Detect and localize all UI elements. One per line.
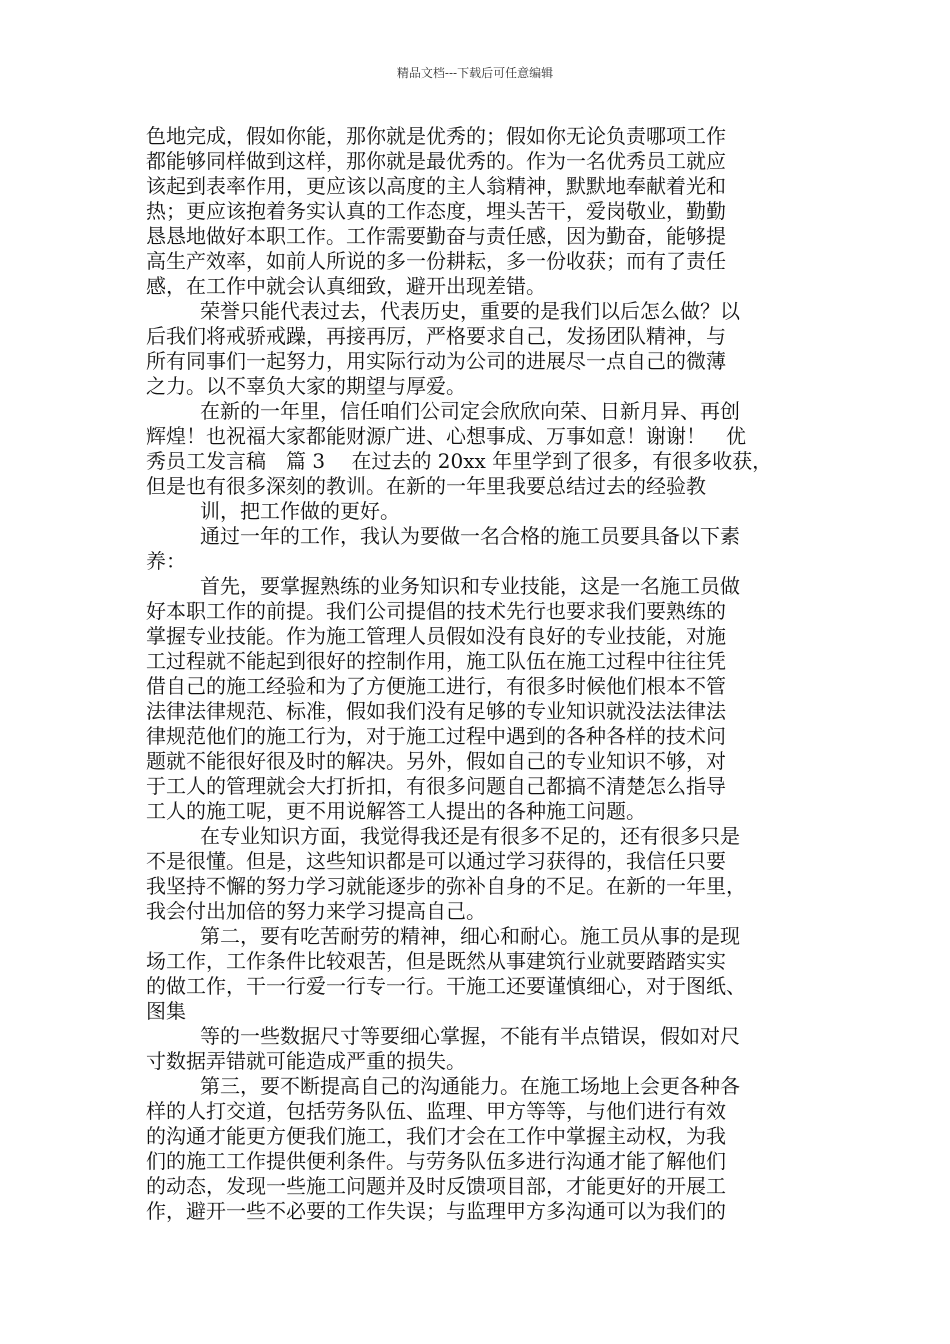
text-line: 辉煌！也祝福大家都能财源广进、心想事成、万事如意！谢谢！ 优 <box>146 424 746 448</box>
text-line: 但是也有很多深刻的教训。在新的一年里我要总结过去的经验教 <box>146 474 706 498</box>
text-line: 该起到表率作用，更应该以高度的主人翁精神，默默地奉献着光和 <box>146 174 726 198</box>
text-line: 我坚持不懈的努力学习就能逐步的弥补自身的不足。在新的一年里， <box>146 874 746 898</box>
text-line: 感，在工作中就会认真细致，避开出现差错。 <box>146 274 546 298</box>
text-line: 后我们将戒骄戒躁，再接再厉，严格要求自己，发扬团队精神，与 <box>146 324 726 348</box>
text-line: 借自己的施工经验和为了方便施工进行，有很多时候他们根本不管 <box>146 674 726 698</box>
text-line: 训，把工作做的更好。 <box>200 499 400 523</box>
text-line: 好本职工作的前提。我们公司提倡的技术先行也要求我们要熟练的 <box>146 599 726 623</box>
text-line: 第二，要有吃苦耐劳的精神，细心和耐心。施工员从事的是现 <box>200 924 740 948</box>
text-line: 恳恳地做好本职工作。工作需要勤奋与责任感，因为勤奋，能够提 <box>146 224 726 248</box>
text-line: 都能够同样做到这样，那你就是最优秀的。作为一名优秀员工就应 <box>146 149 726 173</box>
text-line: 养： <box>146 549 186 573</box>
text-line: 不是很懂。但是，这些知识都是可以通过学习获得的，我信任只要 <box>146 849 726 873</box>
text-line: 掌握专业技能。作为施工管理人员假如没有良好的专业技能，对施 <box>146 624 726 648</box>
text-line: 在专业知识方面，我觉得我还是有很多不足的，还有很多只是 <box>200 824 740 848</box>
text-line: 的沟通才能更方便我们施工，我们才会在工作中掌握主动权，为我 <box>146 1124 726 1148</box>
text-line: 于工人的管理就会大打折扣，有很多问题自己都搞不清楚怎么指导 <box>146 774 726 798</box>
text-line: 之力。以不辜负大家的期望与厚爱。 <box>146 374 466 398</box>
text-line: 作，避开一些不必要的工作失误；与监理甲方多沟通可以为我们的 <box>146 1199 726 1223</box>
text-line: 法律法律规范、标准，假如我们没有足够的专业知识就没法法律法 <box>146 699 726 723</box>
page-header: 精品文档---下载后可任意编辑 <box>396 66 554 80</box>
text-line: 工人的施工呢，更不用说解答工人提出的各种施工问题。 <box>146 799 646 823</box>
text-line: 样的人打交道，包括劳务队伍、监理、甲方等等，与他们进行有效 <box>146 1099 726 1123</box>
text-line: 律规范他们的施工行为，对于施工过程中遇到的各种各样的技术问 <box>146 724 726 748</box>
text-line: 们的施工工作提供便利条件。与劳务队伍多进行沟通才能了解他们 <box>146 1149 726 1173</box>
text-line: 工过程就不能起到很好的控制作用，施工队伍在施工过程中往往凭 <box>146 649 726 673</box>
text-line: 寸数据弄错就可能造成严重的损失。 <box>146 1049 466 1073</box>
text-line: 热；更应该抱着务实认真的工作态度，埋头苦干，爱岗敬业，勤勤 <box>146 199 726 223</box>
text-line: 等的一些数据尺寸等要细心掌握，不能有半点错误，假如对尺 <box>200 1024 740 1048</box>
text-line: 通过一年的工作，我认为要做一名合格的施工员要具备以下素 <box>200 524 740 548</box>
text-line: 我会付出加倍的努力来学习提高自己。 <box>146 899 486 923</box>
text-line: 题就不能很好很及时的解决。另外，假如自己的专业知识不够，对 <box>146 749 726 773</box>
document-body <box>146 124 810 1224</box>
text-line: 高生产效率，如前人所说的多一份耕耘，多一份收获；而有了责任 <box>146 249 726 273</box>
text-line: 场工作，工作条件比较艰苦，但是既然从事建筑行业就要踏踏实实 <box>146 949 726 973</box>
text-line: 第三，要不断提高自己的沟通能力。在施工场地上会更各种各 <box>200 1074 740 1098</box>
text-line: 秀员工发言稿 篇 3 在过去的 20xx 年里学到了很多，有很多收获， <box>146 449 773 473</box>
text-line: 在新的一年里，信任咱们公司定会欣欣向荣、日新月异、再创 <box>200 399 740 423</box>
text-line: 的动态，发现一些施工问题并及时反馈项目部，才能更好的开展工 <box>146 1174 726 1198</box>
text-line: 色地完成，假如你能，那你就是优秀的；假如你无论负责哪项工作 <box>146 124 726 148</box>
text-line: 所有同事们一起努力，用实际行动为公司的进展尽一点自己的微薄 <box>146 349 726 373</box>
text-line: 的做工作，干一行爱一行专一行。干施工还要谨慎细心，对于图纸、 <box>146 974 746 998</box>
text-line: 荣誉只能代表过去，代表历史，重要的是我们以后怎么做？以 <box>200 299 740 323</box>
text-line: 首先，要掌握熟练的业务知识和专业技能，这是一名施工员做 <box>200 574 740 598</box>
text-line: 图集 <box>146 999 186 1023</box>
